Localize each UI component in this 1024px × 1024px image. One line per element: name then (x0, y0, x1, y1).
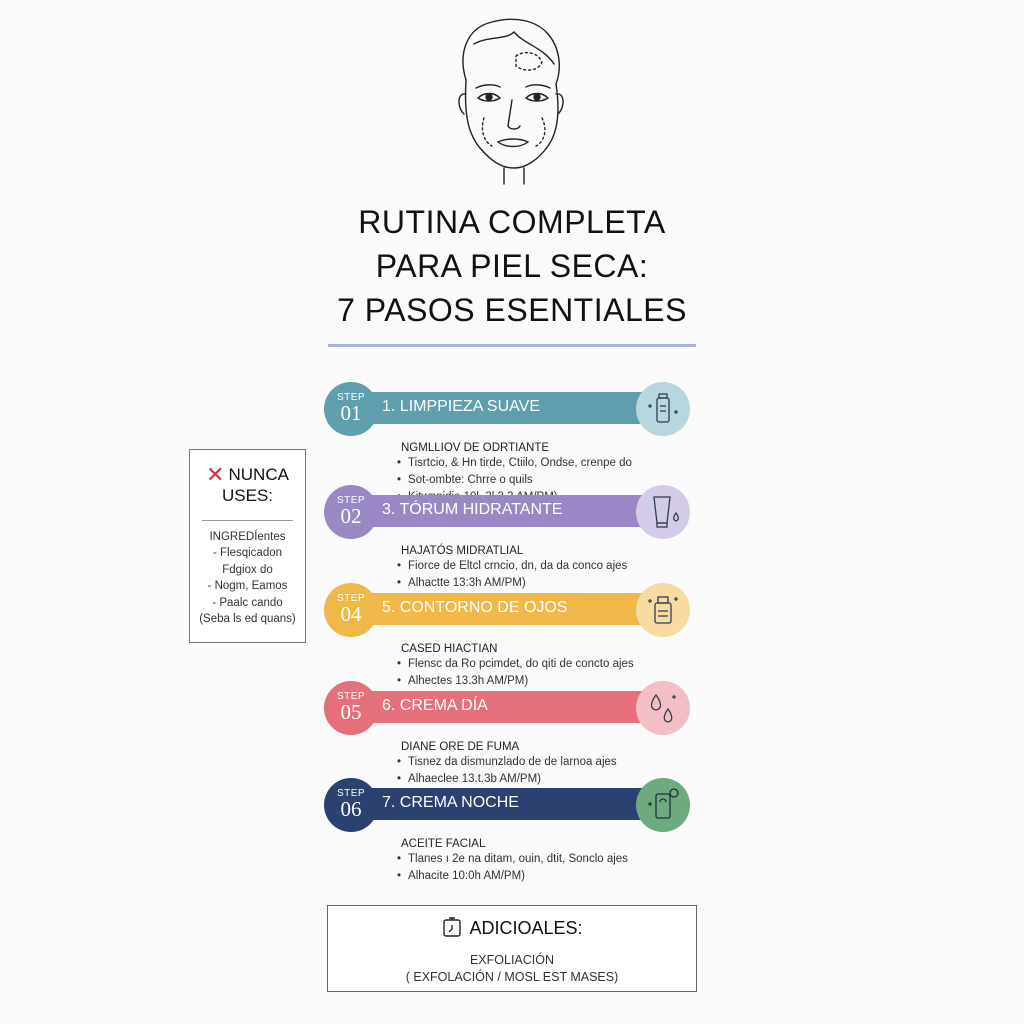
timer-icon (441, 916, 463, 943)
title-divider (328, 344, 696, 347)
ingredient-item: - Paalc cando (212, 596, 283, 609)
step-number: 01 (340, 401, 362, 425)
step-bullets (397, 851, 628, 885)
title-line-3: 7 PASOS ESENTIALES (337, 292, 687, 328)
list-item: • Alhactte 13:3h AM/PM) (397, 575, 627, 592)
step-label: STEP (336, 495, 366, 506)
serum-tube-icon (636, 485, 690, 539)
step-subtitle: NGMLLIOV DE ODRTIANTE (401, 442, 550, 454)
x-mark-icon: ✕ (206, 462, 225, 487)
never-use-divider (202, 520, 293, 521)
night-cream-bottle-icon (636, 778, 690, 832)
step-subtitle: DIANE ORE DE FUMA (401, 741, 520, 753)
list-item: • Tlanes ı 2e na ditam, ouin, dtit, Sonclo ajes (397, 851, 628, 868)
eye-cream-jar-icon (636, 583, 690, 637)
step-badge (324, 485, 378, 539)
ingredient-item: - Flesqicadon (212, 547, 283, 559)
additional-heading (328, 916, 696, 943)
list-item: • Fiorce de Eltcl crncio, dn, da da conco ajes (397, 558, 627, 575)
title-line-1: RUTINA COMPLETA (358, 204, 666, 240)
step-label: STEP (336, 691, 366, 702)
step-card (324, 778, 696, 890)
title-line-2: PARA PIEL SECA: (375, 248, 649, 284)
step-number: 02 (340, 504, 362, 528)
step-subtitle: CASED HIACTIAN (401, 643, 498, 655)
ingredients-title: INGREDÍentes (209, 531, 286, 543)
step-number: 04 (340, 602, 362, 626)
list-item: • Sot-ombte: Chrre o quils (397, 472, 632, 489)
step-number: 05 (340, 700, 362, 724)
cleanser-bottle-icon (636, 382, 690, 436)
step-badge (324, 382, 378, 436)
ingredient-item: - Nogm, Eamos (207, 580, 288, 592)
step-card (324, 583, 696, 695)
step-card (324, 485, 696, 597)
step-label: STEP (336, 788, 366, 799)
step-subtitle: HAJATÓS MIDRATLIAL (401, 545, 524, 557)
step-card (324, 382, 696, 494)
additional-title: ADICIOALES: (469, 918, 583, 938)
step-label: STEP (336, 593, 366, 604)
never-use-title-1: NUNCA (228, 465, 289, 484)
never-use-box (189, 449, 306, 643)
step-badge (324, 583, 378, 637)
step-name: 3. TÓRUM HIDRATANTE (382, 501, 563, 518)
step-badge (324, 778, 378, 832)
step-subtitle: ACEITE FACIAL (401, 838, 486, 850)
list-item: • Tisrtcio, & Hn tirde, Ctiilo, Ondse, crenpe do (397, 455, 632, 472)
additional-box (327, 905, 697, 992)
water-drops-icon (636, 681, 690, 735)
ingredient-item: (Seba ls ed quans) (199, 613, 296, 625)
never-use-title-2: USES: (221, 486, 274, 505)
additional-line-1: EXFOLIACIÓN (469, 953, 555, 967)
additional-line-2: ( EXFOLACIÓN / MOSL EST MASES) (405, 970, 619, 984)
list-item: • Alhacite 10:0h AM/PM) (397, 868, 628, 885)
step-name: 1. LIMPPIEZA SUAVE (382, 398, 540, 415)
step-name: 7. CREMA NOCHE (382, 794, 519, 811)
list-item: • Flensc da Ro pcimdet, do qiti de concto ajes (397, 656, 634, 673)
step-label: STEP (336, 392, 366, 403)
never-use-heading (190, 464, 305, 506)
list-item: • Tisnez da dismunzlado de de larnoa ajes (397, 754, 617, 771)
list-item: • Alhectes 13.3h AM/PM) (397, 673, 634, 690)
step-badge (324, 681, 378, 735)
step-card (324, 681, 696, 793)
step-number: 06 (340, 797, 362, 821)
face-illustration-icon (444, 14, 582, 190)
step-name: 5. CONTORNO DE OJOS (382, 599, 568, 616)
page-title (300, 200, 724, 332)
ingredient-item: Fdgiox do (222, 563, 273, 576)
step-name: 6. CREMA DÍA (382, 697, 488, 714)
list-item: • Alhaeclee 13.t.3b AM/PM) (397, 771, 617, 788)
